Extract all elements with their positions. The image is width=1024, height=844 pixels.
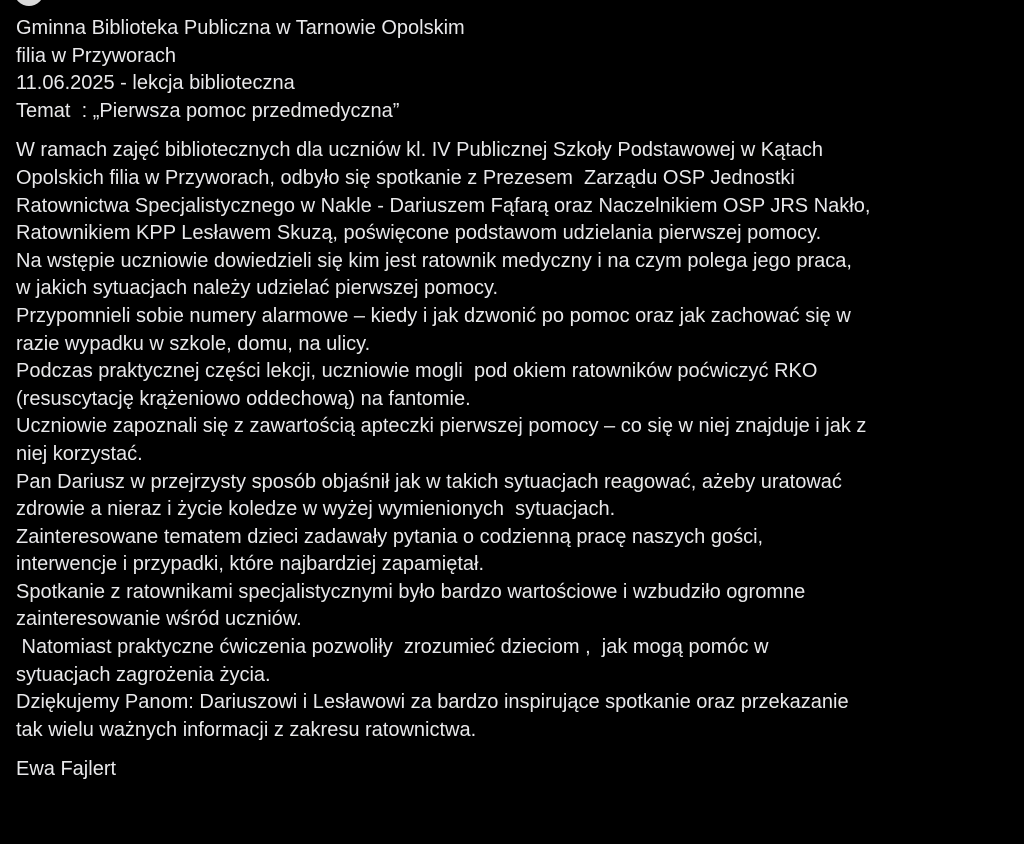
body-line: Na wstępie uczniowie dowiedzieli się kim jest ratownik medyczny i na czym polega jego praca,	[16, 249, 852, 272]
paragraph-gap	[16, 125, 1024, 137]
body-line: Uczniowie zapoznali się z zawartością apteczki pierwszej pomocy – co się w niej znajduje i jak z	[16, 415, 867, 438]
body-line: Podczas praktycznej części lekcji, uczniowie mogli pod okiem ratowników poćwiczyć RKO	[16, 360, 818, 383]
body-line: Ratownikiem KPP Lesławem Skuzą, poświęcone podstawom udzielania pierwszej pomocy.	[16, 222, 822, 245]
body-line: Zainteresowane tematem dzieci zadawały pytania o codzienną pracę naszych gości,	[16, 525, 764, 548]
body-line: Ratownictwa Specjalistycznego w Nakle - Dariuszem Fąfarą oraz Naczelnikiem OSP JRS Nakło,	[16, 194, 871, 217]
post-signature	[16, 756, 1024, 784]
body-line: niej korzystać.	[16, 442, 143, 465]
header-line-library: Gminna Biblioteka Publiczna w Tarnowie Opolskim	[16, 17, 465, 39]
body-line: Spotkanie z ratownikami specjalistycznymi było bardzo wartościowe i wzbudziło ogromne	[16, 580, 806, 603]
body-line: Opolskich filia w Przyworach, odbyło się spotkanie z Prezesem Zarządu OSP Jednostki	[16, 166, 795, 189]
body-line: (resuscytację krążeniowo oddechową) na fantomie.	[16, 387, 471, 410]
body-line: Pan Dariusz w przejrzysty sposób objaśnił jak w takich sytuacjach reagować, ażeby uratować	[16, 470, 842, 493]
body-line: zdrowie a nieraz i życie koledze w wyżej wymienionych sytuacjach.	[16, 498, 616, 521]
post-text	[16, 15, 1024, 784]
body-line: interwencje i przypadki, które najbardziej zapamiętał.	[16, 553, 485, 576]
header-line-topic: Temat : „Pierwsza pomoc przedmedyczna”	[16, 99, 400, 122]
body-line: zainteresowanie wśród uczniów.	[16, 608, 302, 631]
body-line: W ramach zajęć bibliotecznych dla uczniów kl. IV Publicznej Szkoły Podstawowej w Kątach	[16, 139, 824, 162]
header-line-branch: filia w Przyworach	[16, 44, 177, 67]
body-line: w jakich sytuacjach należy udzielać pierwszej pomocy.	[16, 277, 499, 300]
header-line-date: 11.06.2025 - lekcja biblioteczna	[16, 72, 295, 95]
body-line: Dziękujemy Panom: Dariuszowi i Lesławowi za bardzo inspirujące spotkanie oraz przekazanie	[16, 691, 849, 714]
signature-name: Ewa Fajlert	[16, 758, 117, 781]
post-header	[16, 15, 1024, 125]
post-body	[16, 137, 1024, 744]
body-line: Natomiast praktyczne ćwiczenia pozwoliły zrozumieć dzieciom , jak mogą pomóc w	[16, 636, 769, 659]
avatar[interactable]	[14, 0, 44, 6]
body-line: tak wielu ważnych informacji z zakresu ratownictwa.	[16, 718, 477, 741]
body-line: sytuacjach zagrożenia życia.	[16, 663, 271, 686]
body-line: razie wypadku w szkole, domu, na ulicy.	[16, 332, 371, 355]
body-line: Przypomnieli sobie numery alarmowe – kiedy i jak dzwonić po pomoc oraz jak zachować się w	[16, 304, 851, 327]
